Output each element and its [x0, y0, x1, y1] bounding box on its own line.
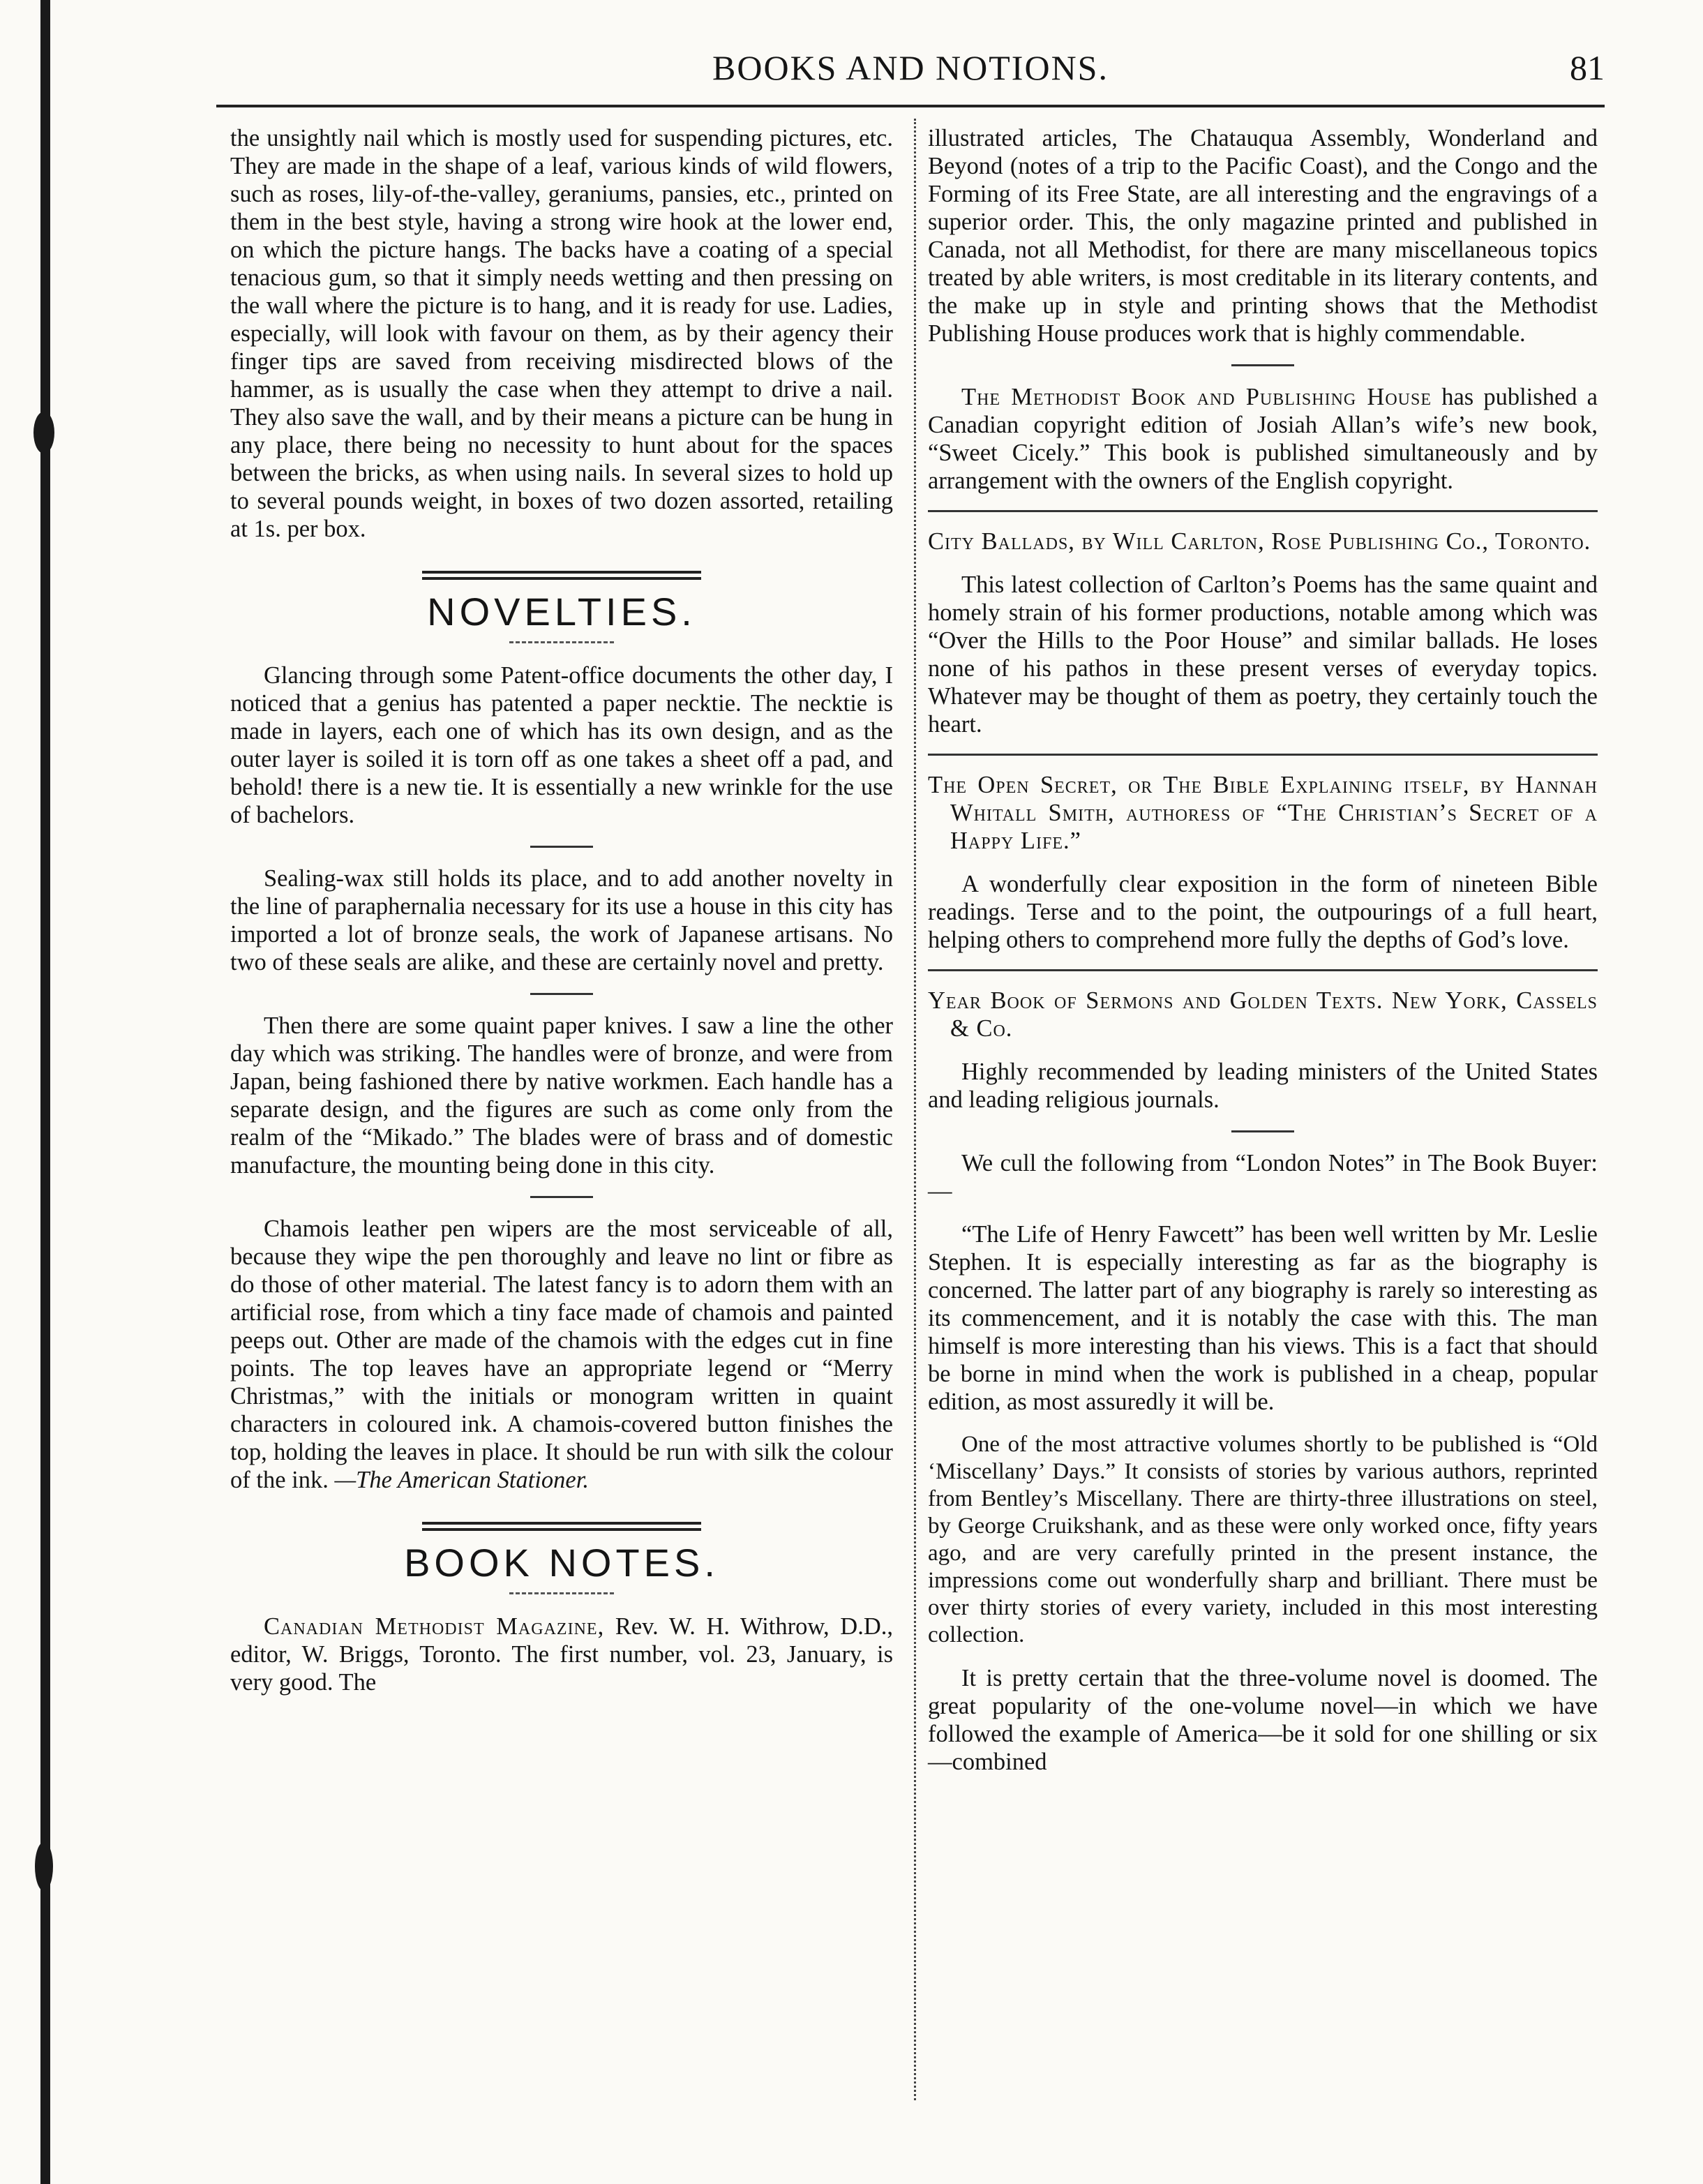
- item-separator: [1231, 1130, 1294, 1132]
- year-book-review: Highly recommended by leading ministers of the United States and leading religious journals.: [928, 1059, 1598, 1113]
- novelties-heading: NOVELTIES.: [427, 590, 696, 634]
- heading-rule: [509, 1592, 614, 1594]
- page-header: [216, 40, 1605, 103]
- paragraph-magazine-contents: illustrated articles, The Chatauqua Assembly, Wonderland and Beyond (notes of a trip to the Pacific Coast), and the Congo and the Forming of its Free State, are all interesting and the engravings of a superior order. This, the only magazine printed and published in Canada, not all Methodist, for there are many miscellaneous topics treated by able writers, is most creditable in its literary contents, and the make up in style and printing shows that the Methodist Publishing House produces work that is highly commendable.: [928, 125, 1598, 347]
- section-rule: [422, 571, 701, 580]
- section-rule: [422, 1522, 701, 1531]
- open-secret-title: The Open Secret, or The Bible Explaining itself, by Hannah Whitall Smith, authoress of “The Christian’s Secret of a Happy Life.”: [928, 772, 1598, 854]
- miscellany-note: One of the most attractive volumes shortly to be published is “Old ‘Miscellany’ Days.” It consists of stories by various authors, reprinted from Bentley’s Miscellany. There are thirty-three illustrations on steel, by George Cruikshank, and as these were only worked once, fifty years ago, and are very carefully printed in the present instance, the impressions come out wonderfully sharp and brilliant. There must be over thirty stories of every variety, included in this most interesting collection.: [928, 1432, 1598, 1647]
- entry-rule: [928, 510, 1598, 512]
- three-volume-novel-note: It is pretty certain that the three-volume novel is doomed. The great popularity of the one-volume novel—in which we have followed the example of America—be it sold for one shilling or six—combined: [928, 1665, 1598, 1775]
- pen-wipers-source: —The American Stationer.: [334, 1467, 589, 1493]
- open-secret-review: A wonderfully clear exposition in the form of nineteen Bible readings. Terse and to the point, the outpourings of a full heart, helping others to comprehend more fully the depths of God’s love.: [928, 871, 1598, 953]
- paragraph-sealing-wax: Sealing-wax still holds its place, and to add another novelty in the line of paraphernalia necessary for its use a house in this city has imported a lot of bronze seals, the work of Japanese artisans. No two of these seals are alike, and these are certainly novel and pretty.: [230, 865, 893, 975]
- binding-mark: [35, 1842, 53, 1891]
- page-number: 81: [1570, 48, 1605, 87]
- methodist-magazine-title: Canadian Methodist Magazine,: [264, 1613, 605, 1640]
- item-separator: [530, 993, 593, 995]
- paragraph-paper-knives: Then there are some quaint paper knives. I saw a line the other day which was striking. The handles were of bronze, and were from Japan, being fashioned there by native workmen. Each handle has a separate design, and the figures are such as come only from the realm of the “Mikado.” The blades were of brass and of domestic manufacture, the mounting being done in this city.: [230, 1012, 893, 1179]
- fawcett-note: “The Life of Henry Fawcett” has been well written by Mr. Leslie Stephen. It is especially interesting as far as the biography is concerned. The latter part of any biography is rarely so interesting as its commencement, and it is notably the case with this. The man himself is more interesting than his views. This is a fact that should be borne in mind when the work is published in a cheap, popular edition, as most assuredly it will be.: [928, 1221, 1598, 1415]
- column-divider: [914, 119, 916, 2100]
- paragraph-picture-hooks: the unsightly nail which is mostly used for suspending pictures, etc. They are made in the shape of a leaf, various kinds of wild flowers, such as roses, lily-of-the-valley, geraniums, pansies, etc., printed on them in the best style, having a strong wire hook at the lower end, on which the picture hangs. The backs have a coating of a special tenacious gum, so that it simply needs wetting and then pressing on the wall where the picture is to hang, and it is ready for use. Ladies, especially, will look with favour on them, as by their agency their finger tips are saved from receiving misdirected blows of the hammer, as is usually the case when they attempt to drive a nail. They also save the wall, and by their means a picture can be hung in any place, there being no necessity to hunt about for the spaces between the bricks, as when using nails. In several sizes to hold up to several pounds weight, in boxes of two dozen assorted, retailing at 1s. per box.: [230, 125, 893, 542]
- methodist-magazine-text: Rev. W. H. Withrow, D.D., editor, W. Briggs, Toronto. The first number, vol. 23, January, is very good. The: [230, 1613, 893, 1696]
- entry-rule: [928, 969, 1598, 971]
- left-column: [230, 124, 893, 1696]
- item-separator: [530, 846, 593, 848]
- heading-rule: [509, 641, 614, 643]
- entry-rule: [928, 754, 1598, 756]
- city-ballads-title: City Ballads, by Will Carlton, Rose Publishing Co., Toronto.: [928, 528, 1591, 555]
- pen-wipers-text: Chamois leather pen wipers are the most serviceable of all, because they wipe the pen thoroughly and leave no lint or fibre as do those of other material. The latest fancy is to adorn them with an artificial rose, from which a tiny face made of chamois and painted peeps out. Other are made of the chamois with the edges cut in fine points. The top leaves have an appropriate legend or “Merry Christmas,” with the initials or monogram written in quaint characters in coloured ink. A chamois-covered button finishes the top, holding the leaves in place. It should be run with silk the colour of the ink.: [230, 1216, 893, 1493]
- running-title: BOOKS AND NOTIONS.: [712, 48, 1109, 87]
- header-rule: [216, 105, 1605, 107]
- binding-mark: [33, 412, 54, 454]
- paragraph-pen-wipers: [230, 1215, 893, 1494]
- paragraph-necktie: Glancing through some Patent-office documents the other day, I noticed that a genius has patented a paper necktie. The necktie is made in layers, each one of which has its own design, and as the outer layer is soiled it is torn off as one takes a sheet off a pad, and behold! there is a new tie. It is essentially a new wrinkle for the use of bachelors.: [230, 662, 893, 828]
- publishing-house-note: [928, 383, 1598, 495]
- publishing-house-name: The Methodist Book and Publishing House: [961, 384, 1432, 410]
- methodist-magazine-note: [230, 1613, 893, 1696]
- publishing-house-text: has published a Canadian copyright edition of Josiah Allan’s wife’s new book, “Sweet Cicely.” This book is published simultaneously and by arrangement with the owners of the English copyright.: [928, 384, 1598, 494]
- year-book-title: Year Book of Sermons and Golden Texts. New York, Cassels & Co.: [928, 987, 1598, 1042]
- right-column: [928, 124, 1598, 1776]
- london-notes-intro: We cull the following from “London Notes” in The Book Buyer:—: [928, 1150, 1598, 1204]
- item-separator: [530, 1196, 593, 1198]
- city-ballads-review: This latest collection of Carlton’s Poems has the same quaint and homely strain of his former productions, notable among which was “Over the Hills to the Poor House” and similar ballads. He loses none of his pathos in these present verses of everyday topics. Whatever may be thought of them as poetry, they certainly touch the heart.: [928, 571, 1598, 738]
- item-separator: [1231, 364, 1294, 366]
- book-notes-heading: BOOK NOTES.: [404, 1541, 719, 1585]
